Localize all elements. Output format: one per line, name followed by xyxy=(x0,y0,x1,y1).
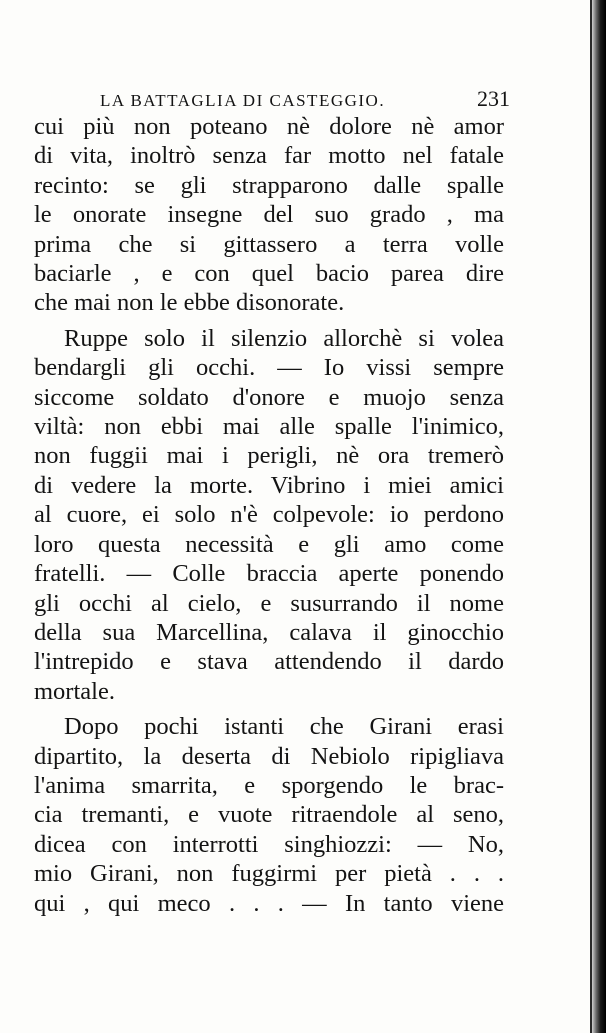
text-line: dicea con interrotti singhiozzi: — No, xyxy=(34,830,504,858)
text-line: cui più non poteano nè dolore nè amor xyxy=(34,113,504,140)
text-line: che mai non le ebbe disonorate. xyxy=(34,289,345,317)
text-line: di vita, inoltrò senza far motto nel fatale xyxy=(34,142,504,170)
body-text xyxy=(34,112,504,918)
text-line: cia tremanti, e vuote ritraendole al seno, xyxy=(34,801,504,829)
text-line: di vedere la morte. Vibrino i miei amici xyxy=(34,471,504,499)
text-line: Dopo pochi istanti che Girani erasi xyxy=(64,713,504,741)
text-line: le onorate insegne del suo grado , ma xyxy=(34,201,504,229)
text-line: fratelli. — Colle braccia aperte ponendo xyxy=(34,560,504,588)
text-line: prima che si gittassero a terra volle xyxy=(34,230,504,258)
text-line: recinto: se gli strapparono dalle spalle xyxy=(34,171,504,199)
text-line: mio Girani, non fuggirmi per pietà . . . xyxy=(34,860,504,888)
text-line: Ruppe solo il silenzio allorchè si volea xyxy=(64,324,504,352)
binding-edge xyxy=(592,0,606,1033)
text-line: non fuggii mai i perigli, nè ora tremerò xyxy=(34,442,504,470)
text-line: l'intrepido e stava attendendo il dardo xyxy=(34,648,504,676)
text-line: gli occhi al cielo, e susurrando il nome xyxy=(34,589,504,617)
text-line: viltà: non ebbi mai alle spalle l'inimico, xyxy=(34,413,504,441)
text-line: della sua Marcellina, calava il ginocchio xyxy=(34,618,504,646)
running-header xyxy=(100,86,510,112)
text-line: dipartito, la deserta di Nebiolo ripigliava xyxy=(34,742,504,770)
text-line: bendargli gli occhi. — Io vissi sempre xyxy=(34,354,504,382)
paragraph-2 xyxy=(34,324,504,706)
text-line: mortale. xyxy=(34,677,115,705)
text-line: baciarle , e con quel bacio parea dire xyxy=(34,260,504,288)
paragraph-3 xyxy=(34,712,504,918)
text-line: siccome soldato d'onore e muojo senza xyxy=(34,383,504,411)
running-title: LA BATTAGLIA DI CASTEGGIO. xyxy=(100,91,386,110)
page-number: 231 xyxy=(477,86,510,111)
text-line: l'anima smarrita, e sporgendo le brac- xyxy=(34,771,504,799)
text-line: al cuore, ei solo n'è colpevole: io perdono xyxy=(34,501,504,529)
text-line: qui , qui meco . . . — In tanto viene xyxy=(34,889,504,917)
paragraph-1 xyxy=(34,112,504,318)
text-line: loro questa necessità e gli amo come xyxy=(34,530,504,558)
